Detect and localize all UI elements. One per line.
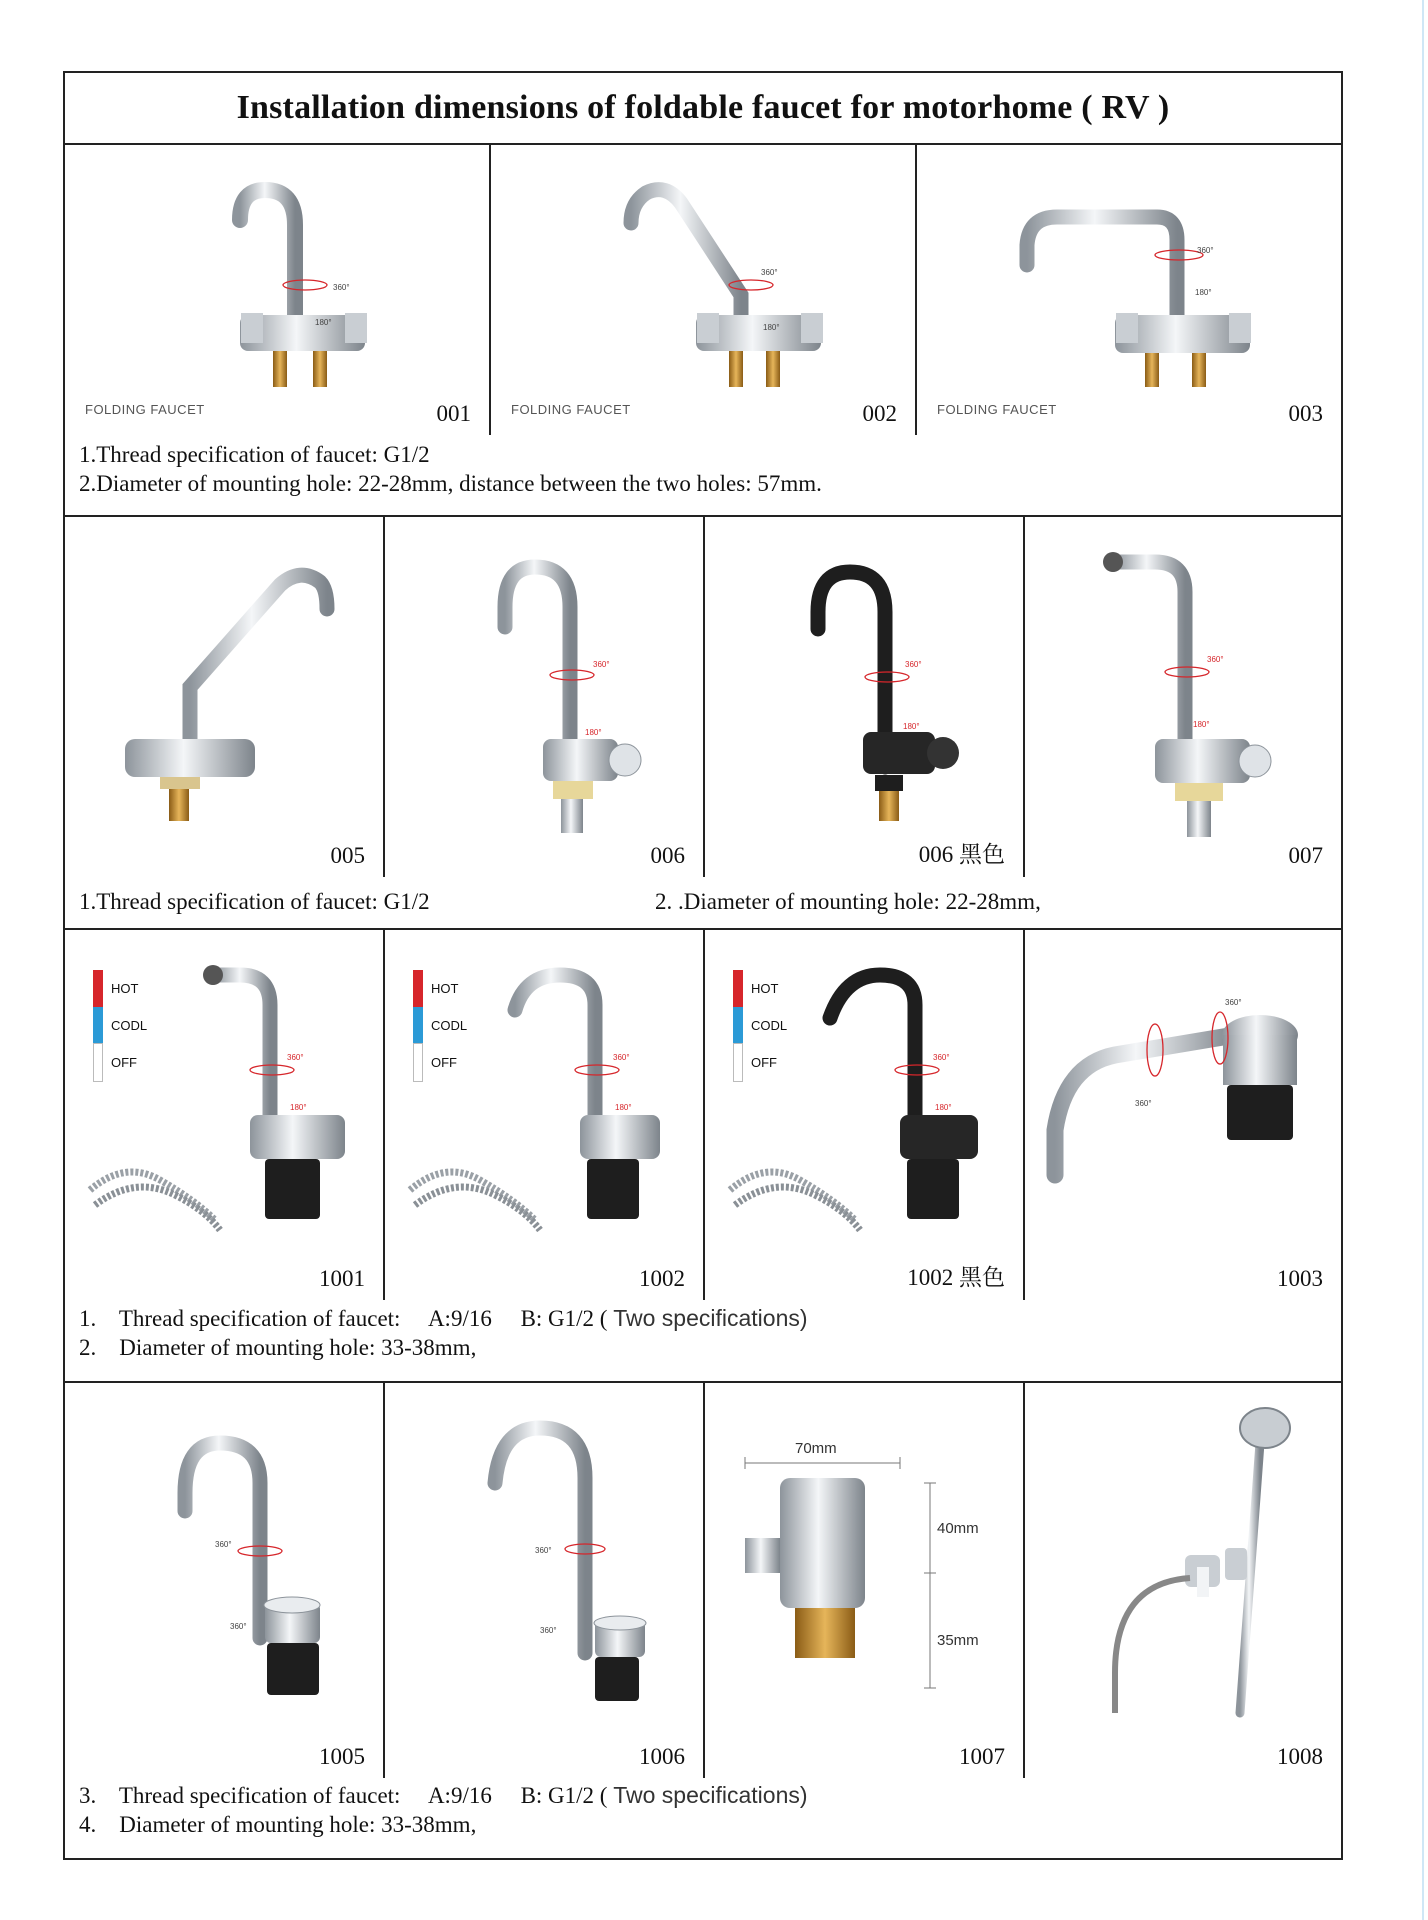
product-caption: FOLDING FAUCET bbox=[511, 402, 631, 417]
rotation-360-label: 360° bbox=[905, 660, 922, 669]
page-edge-line bbox=[1422, 0, 1424, 1920]
note-line bbox=[79, 1810, 808, 1839]
product-caption: FOLDING FAUCET bbox=[937, 402, 1057, 417]
section-notes bbox=[79, 1304, 808, 1362]
note-line: 1.Thread specification of faucet: G1/2 bbox=[79, 442, 430, 467]
spec-b: B: G1/2 ( bbox=[520, 1306, 608, 1331]
legend-cold: CODL bbox=[111, 1018, 148, 1033]
legend-cold: CODL bbox=[431, 1018, 468, 1033]
product-cell-002 bbox=[491, 145, 917, 435]
rotation-360-label: 360° bbox=[1207, 655, 1224, 664]
faucet-1001-image bbox=[65, 930, 383, 1300]
rotation-180-label: 180° bbox=[903, 722, 920, 731]
product-code: 007 bbox=[1288, 843, 1323, 868]
spec-count: Two specifications) bbox=[613, 1305, 808, 1331]
rotation-360-label-2: 360° bbox=[230, 1622, 247, 1631]
rotation-180-label: 180° bbox=[290, 1103, 307, 1112]
rotation-360-label: 360° bbox=[933, 1053, 950, 1062]
note-number: 4. bbox=[79, 1812, 97, 1837]
rotation-180-label: 180° bbox=[585, 728, 602, 737]
width-dimension: 70mm bbox=[795, 1440, 837, 1457]
rotation-180-label: 180° bbox=[315, 318, 332, 327]
note-line: 2.Diameter of mounting hole: 22-28mm, distance between the two holes: 57mm. bbox=[79, 471, 822, 496]
faucet-006-black-image bbox=[705, 517, 1023, 877]
rotation-360-label: 360° bbox=[1225, 998, 1242, 1007]
product-code: 1008 bbox=[1277, 1744, 1323, 1769]
product-cell-003 bbox=[917, 145, 1341, 435]
legend-hot: HOT bbox=[751, 981, 779, 996]
product-code: 1001 bbox=[319, 1266, 365, 1291]
rotation-360-label: 360° bbox=[593, 660, 610, 669]
note-number: 2. bbox=[79, 1335, 97, 1360]
legend-hot: HOT bbox=[431, 981, 459, 996]
product-cell-006 bbox=[385, 517, 705, 877]
product-cell-006-black bbox=[705, 517, 1025, 877]
bottom-height-dimension: 35mm bbox=[937, 1632, 979, 1649]
product-code: 1005 bbox=[319, 1744, 365, 1769]
note-text: Diameter of mounting hole: 33-38mm, bbox=[119, 1812, 477, 1837]
product-cell-1001 bbox=[65, 930, 385, 1300]
product-cell-1002 bbox=[385, 930, 705, 1300]
rotation-360-label: 360° bbox=[535, 1546, 552, 1555]
product-code: 002 bbox=[862, 401, 897, 426]
faucet-001-image bbox=[65, 145, 489, 435]
product-code: 1006 bbox=[639, 1744, 685, 1769]
rotation-180-label: 180° bbox=[615, 1103, 632, 1112]
note-text: Diameter of mounting hole: 33-38mm, bbox=[119, 1335, 477, 1360]
rotation-180-label: 180° bbox=[1195, 288, 1212, 297]
product-code: 006 黑色 bbox=[918, 842, 1005, 867]
note-text: Thread specification of faucet: bbox=[118, 1306, 401, 1331]
section-notes bbox=[79, 1781, 808, 1839]
note-number: 3. bbox=[79, 1783, 97, 1808]
product-cell-1002-black bbox=[705, 930, 1025, 1300]
product-code: 006 bbox=[650, 843, 685, 868]
rotation-360-label: 360° bbox=[761, 268, 778, 277]
shower-1008-image bbox=[1025, 1383, 1341, 1778]
rotation-360-label: 360° bbox=[215, 1540, 232, 1549]
rotation-360-label: 360° bbox=[333, 283, 350, 292]
faucet-007-image bbox=[1025, 517, 1341, 877]
page-title: Installation dimensions of foldable faucet for motorhome ( RV ) bbox=[65, 73, 1341, 145]
product-cell-1005 bbox=[65, 1383, 385, 1778]
rotation-360-label: 360° bbox=[287, 1053, 304, 1062]
faucet-005-image bbox=[65, 517, 383, 877]
note-line bbox=[79, 1781, 808, 1810]
spec-sheet bbox=[63, 71, 1343, 1860]
product-code: 1002 黑色 bbox=[907, 1265, 1005, 1290]
rotation-360-label: 360° bbox=[613, 1053, 630, 1062]
section-notes bbox=[79, 887, 430, 916]
product-code: 001 bbox=[436, 401, 471, 426]
valve-1007-image bbox=[705, 1383, 1023, 1778]
faucet-1003-image bbox=[1025, 930, 1341, 1300]
rotation-360-label-2: 360° bbox=[1135, 1099, 1152, 1108]
legend-off: OFF bbox=[431, 1055, 457, 1070]
product-code: 1003 bbox=[1277, 1266, 1323, 1291]
rotation-180-label: 180° bbox=[1193, 720, 1210, 729]
rotation-180-label: 180° bbox=[763, 323, 780, 332]
rotation-360-label-2: 360° bbox=[540, 1626, 557, 1635]
faucet-002-image bbox=[491, 145, 915, 435]
product-cell-001 bbox=[65, 145, 491, 435]
note-line bbox=[79, 1333, 808, 1362]
section-3 bbox=[65, 930, 1341, 1383]
top-height-dimension: 40mm bbox=[937, 1520, 979, 1537]
section-4 bbox=[65, 1383, 1341, 1861]
legend-off: OFF bbox=[751, 1055, 777, 1070]
product-caption: FOLDING FAUCET bbox=[85, 402, 205, 417]
section-notes-2 bbox=[655, 887, 1041, 916]
product-code: 005 bbox=[330, 843, 365, 868]
product-code: 1002 bbox=[639, 1266, 685, 1291]
spec-b: B: G1/2 ( bbox=[520, 1783, 608, 1808]
product-cell-1006 bbox=[385, 1383, 705, 1778]
note-line bbox=[79, 1304, 808, 1333]
note-text: Thread specification of faucet: bbox=[118, 1783, 401, 1808]
faucet-003-image bbox=[917, 145, 1341, 435]
faucet-1006-image bbox=[385, 1383, 703, 1778]
note-number: 1. bbox=[79, 1306, 97, 1331]
product-cell-1003 bbox=[1025, 930, 1341, 1300]
note-line: 1.Thread specification of faucet: G1/2 bbox=[79, 889, 430, 914]
product-cell-1008 bbox=[1025, 1383, 1341, 1778]
spec-a: A:9/16 bbox=[427, 1783, 492, 1808]
product-code: 1007 bbox=[959, 1744, 1005, 1769]
spec-count: Two specifications) bbox=[613, 1782, 808, 1808]
product-cell-005 bbox=[65, 517, 385, 877]
note-line: 2. .Diameter of mounting hole: 22-28mm, bbox=[655, 889, 1041, 914]
section-1 bbox=[65, 145, 1341, 517]
rotation-360-label: 360° bbox=[1197, 246, 1214, 255]
product-code: 003 bbox=[1288, 401, 1323, 426]
section-notes bbox=[79, 440, 822, 498]
product-cell-007 bbox=[1025, 517, 1341, 877]
legend-off: OFF bbox=[111, 1055, 137, 1070]
faucet-1002-image bbox=[385, 930, 703, 1300]
spec-a: A:9/16 bbox=[427, 1306, 492, 1331]
section-2 bbox=[65, 517, 1341, 930]
product-cell-1007 bbox=[705, 1383, 1025, 1778]
rotation-180-label: 180° bbox=[935, 1103, 952, 1112]
faucet-1002-black-image bbox=[705, 930, 1023, 1300]
legend-cold: CODL bbox=[751, 1018, 788, 1033]
faucet-1005-image bbox=[65, 1383, 383, 1778]
legend-hot: HOT bbox=[111, 981, 139, 996]
faucet-006-image bbox=[385, 517, 703, 877]
